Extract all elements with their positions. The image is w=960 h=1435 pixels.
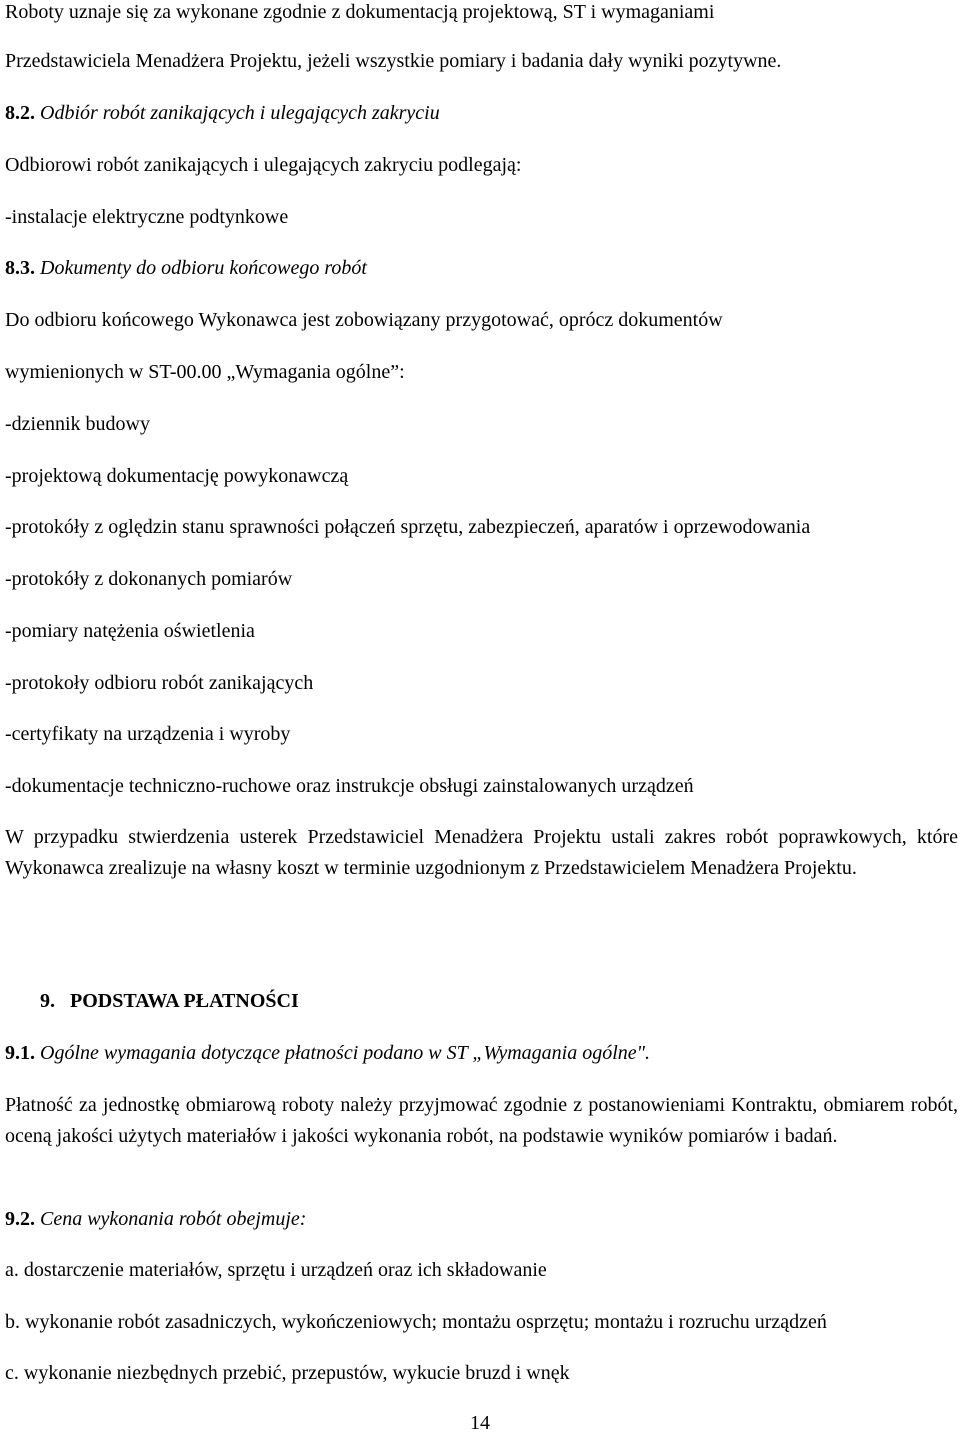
text-line: Roboty uznaje się za wykonane zgodnie z dokumentacją projektową, ST i wymaganiami xyxy=(5,1,715,23)
section-title: Ogólne wymagania dotyczące płatności podano w ST „Wymagania ogólne". xyxy=(40,1042,651,1064)
section-heading-9 xyxy=(40,989,299,1013)
list-item: -projektową dokumentację powykonawczą xyxy=(5,465,349,487)
list-item: c. wykonanie niezbędnych przebić, przepustów, wykucie bruzd i wnęk xyxy=(5,1362,570,1384)
paragraph: W przypadku stwierdzenia usterek Przedstawiciel Menadżera Projektu ustali zakres robót poprawkowych, które Wykonawca zrealizuje na własny koszt w terminie uzgodnionym z Przedstawicielem Menadżera Projektu. xyxy=(5,826,958,879)
list-item: a. dostarczenie materiałów, sprzętu i urządzeń oraz ich składowanie xyxy=(5,1259,547,1281)
page-number: 14 xyxy=(470,1412,490,1434)
section-number: 9.1. xyxy=(5,1042,35,1064)
text-line: Przedstawiciela Menadżera Projektu, jeżeli wszystkie pomiary i badania dały wyniki pozytywne. xyxy=(5,50,782,72)
text-line: Do odbioru końcowego Wykonawca jest zobowiązany przygotować, oprócz dokumentów xyxy=(5,309,723,331)
section-heading-9-2 xyxy=(5,1207,306,1231)
list-item: -protokoły odbioru robót zanikających xyxy=(5,672,314,694)
text-line: Odbiorowi robót zanikających i ulegających zakryciu podlegają: xyxy=(5,154,522,176)
section-title: Odbiór robót zanikających i ulegających zakryciu xyxy=(40,102,440,124)
list-item: -protokóły z dokonanych pomiarów xyxy=(5,568,293,590)
section-number: 9. xyxy=(40,990,55,1012)
list-item: -certyfikaty na urządzenia i wyroby xyxy=(5,723,291,745)
list-item: -instalacje elektryczne podtynkowe xyxy=(5,206,289,228)
section-heading-8-3 xyxy=(5,256,367,280)
paragraph: Płatność za jednostkę obmiarową roboty należy przyjmować zgodnie z postanowieniami Kontraktu, obmiarem robót, oceną jakości użytych materiałów i jakości wykonania robót, na podstawie wyników pomiarów i badań. xyxy=(5,1094,958,1147)
section-number: 9.2. xyxy=(5,1208,35,1230)
section-number: 8.3. xyxy=(5,257,35,279)
section-heading-9-1 xyxy=(5,1041,650,1065)
section-title: PODSTAWA PŁATNOŚCI xyxy=(70,990,299,1012)
list-item: -protokóły z oględzin stanu sprawności połączeń sprzętu, zabezpieczeń, aparatów i oprzewodowania xyxy=(5,516,811,538)
list-item: b. wykonanie robót zasadniczych, wykończeniowych; montażu osprzętu; montażu i rozruchu urządzeń xyxy=(5,1311,827,1333)
section-heading-8-2 xyxy=(5,101,440,125)
list-item: -pomiary natężenia oświetlenia xyxy=(5,620,255,642)
section-title: Dokumenty do odbioru końcowego robót xyxy=(40,257,367,279)
section-title: Cena wykonania robót obejmuje: xyxy=(40,1208,307,1230)
list-item: -dokumentacje techniczno-ruchowe oraz instrukcje obsługi zainstalowanych urządzeń xyxy=(5,775,694,797)
text-line: wymienionych w ST-00.00 „Wymagania ogólne”: xyxy=(5,361,405,383)
list-item: -dziennik budowy xyxy=(5,413,150,435)
section-number: 8.2. xyxy=(5,102,35,124)
